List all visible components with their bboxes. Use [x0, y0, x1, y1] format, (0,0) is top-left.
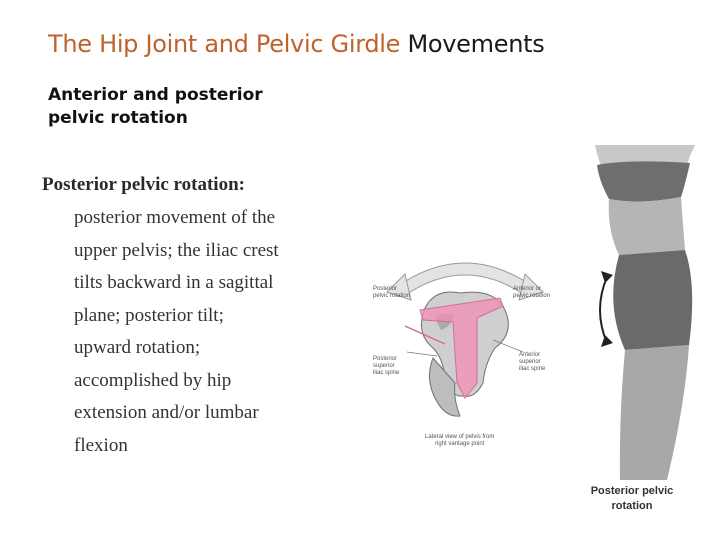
definition-line: extension and/or lumbar — [74, 402, 259, 423]
definition-line: flexion — [74, 434, 128, 456]
shorts-shape — [613, 250, 692, 350]
slide-title — [48, 30, 544, 58]
torso-illustration — [585, 145, 720, 480]
posterior-rotation-label: Posterior pelvic rotation — [373, 286, 411, 299]
anterior-rotation-label: Anterior or pelvic rotation — [513, 286, 551, 299]
slide-subtitle: Anterior and posterior pelvic rotation — [48, 85, 263, 128]
definition-line: posterior movement of the — [74, 207, 276, 228]
title-main-text: Movements — [407, 30, 545, 58]
definition-term: Posterior pelvic rotation: — [42, 174, 245, 195]
arrow-head-icon — [601, 271, 613, 283]
view-caption: Lateral view of pelvis from right vantage point — [425, 434, 495, 447]
legs-shape — [620, 345, 689, 480]
rotation-arrow-icon — [600, 277, 607, 343]
torso-photo — [585, 145, 720, 480]
psis-label: Posterior superior iliac spine — [373, 356, 400, 376]
pointer-line — [407, 352, 437, 356]
asis-label: Anterior superior iliac spine — [519, 352, 546, 372]
definition-line: upper pelvis; the iliac crest — [74, 239, 279, 261]
sports-top-shape — [597, 161, 690, 201]
definition-line: tilts backward in a sagittal — [74, 272, 274, 293]
pelvis-diagram — [365, 248, 565, 458]
title-accent-text: The Hip Joint and Pelvic Girdle — [48, 30, 401, 58]
midriff-shape — [609, 197, 685, 255]
arrow-head-icon — [601, 335, 613, 347]
definition-line: accomplished by hip — [74, 369, 232, 391]
definition-line: upward rotation; — [74, 337, 201, 358]
definition-body — [74, 202, 334, 462]
definition-line: plane; posterior tilt; — [74, 304, 224, 326]
definition-block — [42, 172, 342, 462]
photo-caption: Posterior pelvic rotation — [590, 485, 674, 512]
